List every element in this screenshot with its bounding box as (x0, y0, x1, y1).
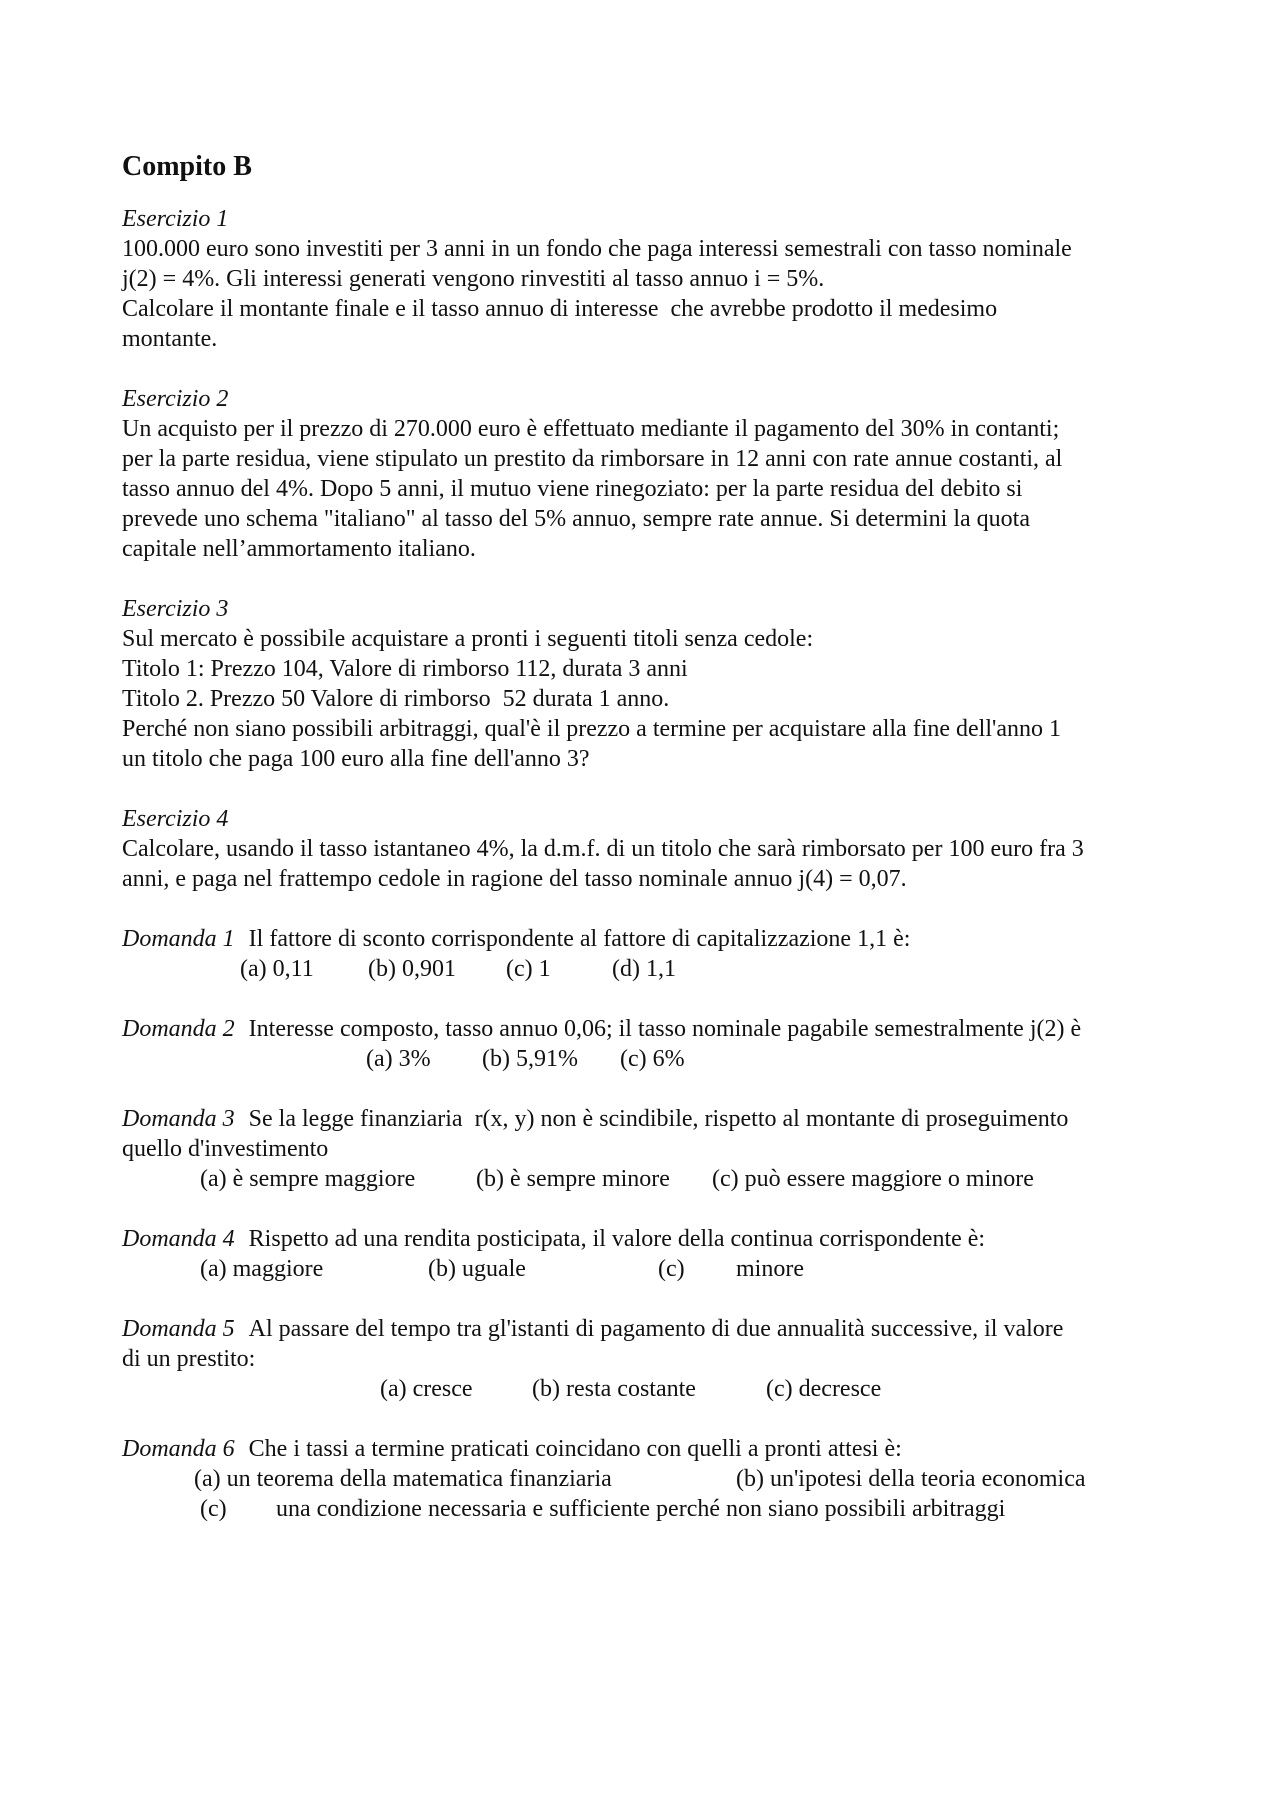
option-b: (b) è sempre minore (476, 1165, 670, 1192)
exercise-text-line: un titolo che paga 100 euro alla fine dell'anno 3? (122, 745, 590, 772)
exercise-text-line: Sul mercato è possibile acquistare a pronti i seguenti titoli senza cedole: (122, 625, 814, 652)
option-a: (a) maggiore (200, 1255, 324, 1282)
question-head (122, 1224, 1172, 1254)
exercise-1 (122, 204, 1172, 354)
exercise-label: Esercizio 2 (122, 385, 229, 412)
document-page (122, 150, 1172, 1554)
exercise-text-line: montante. (122, 325, 218, 352)
option-c: (c) 6% (620, 1045, 685, 1072)
question-text: Se la legge finanziaria r(x, y) non è scindibile, rispetto al montante di proseguimento (248, 1105, 1069, 1132)
exercise-label: Esercizio 4 (122, 805, 229, 832)
exercise-4 (122, 804, 1172, 894)
exercise-text-line: 100.000 euro sono investiti per 3 anni in un fondo che paga interessi semestrali con tasso nominale (122, 235, 1072, 262)
question-options (122, 1044, 1172, 1074)
question-2 (122, 1014, 1172, 1074)
question-text: Il fattore di sconto corrispondente al fattore di capitalizzazione 1,1 è: (248, 925, 911, 952)
exercise-text-line: per la parte residua, viene stipulato un prestito da rimborsare in 12 anni con rate annue costanti, al (122, 445, 1063, 472)
question-5 (122, 1314, 1172, 1404)
exercise-text-line: tasso annuo del 4%. Dopo 5 anni, il mutuo viene rinegoziato: per la parte residua del debito si (122, 475, 1023, 502)
question-text-continued: quello d'investimento (122, 1135, 329, 1162)
option-c: (c) 1 (506, 955, 551, 982)
option-a: (a) 0,11 (240, 955, 314, 982)
option-b: (b) uguale (428, 1255, 526, 1282)
option-d: (d) 1,1 (612, 955, 676, 982)
question-head (122, 1104, 1172, 1134)
exercise-text-line: Perché non siano possibili arbitraggi, qual'è il prezzo a termine per acquistare alla fine dell'anno 1 (122, 715, 1061, 742)
question-options (122, 954, 1172, 984)
exercise-2 (122, 384, 1172, 564)
question-text: Rispetto ad una rendita posticipata, il valore della continua corrispondente è: (248, 1225, 986, 1252)
option-b: (b) resta costante (532, 1375, 696, 1402)
question-head (122, 1014, 1172, 1044)
exercise-text-line: prevede uno schema "italiano" al tasso del 5% annuo, sempre rate annue. Si determini la quota (122, 505, 1030, 532)
question-head (122, 1314, 1172, 1344)
exercise-label: Esercizio 1 (122, 205, 229, 232)
question-text: Interesse composto, tasso annuo 0,06; il tasso nominale pagabile semestralmente j(2) è (248, 1015, 1082, 1042)
question-label: Domanda 2 (122, 1015, 235, 1042)
exercise-text-line: Calcolare, usando il tasso istantaneo 4%, la d.m.f. di un titolo che sarà rimborsato per 100 euro fra 3 (122, 835, 1084, 862)
question-4 (122, 1224, 1172, 1284)
exercise-3 (122, 594, 1172, 774)
option-c: (c) può essere maggiore o minore (712, 1165, 1034, 1192)
option-a: (a) è sempre maggiore (200, 1165, 416, 1192)
question-options (122, 1464, 1172, 1494)
option-b: (b) un'ipotesi della teoria economica (736, 1465, 1086, 1492)
option-c-text: minore (736, 1255, 804, 1282)
option-c: (c) decresce (766, 1375, 882, 1402)
exercise-label: Esercizio 3 (122, 595, 229, 622)
exercise-text-line: anni, e paga nel frattempo cedole in ragione del tasso nominale annuo j(4) = 0,07. (122, 865, 907, 892)
question-1 (122, 924, 1172, 984)
option-b: (b) 0,901 (368, 955, 456, 982)
question-text: Al passare del tempo tra gl'istanti di pagamento di due annualità successive, il valore (248, 1315, 1064, 1342)
exercise-text-line: capitale nell’ammortamento italiano. (122, 535, 476, 562)
question-text: Che i tassi a termine praticati coincidano con quelli a pronti attesi è: (248, 1435, 902, 1462)
question-label: Domanda 6 (122, 1435, 235, 1462)
page-title: Compito B (122, 151, 252, 182)
question-options (122, 1374, 1172, 1404)
option-a: (a) 3% (366, 1045, 431, 1072)
question-text-continued: di un prestito: (122, 1345, 256, 1372)
question-options (122, 1254, 1172, 1284)
exercise-text-line: j(2) = 4%. Gli interessi generati vengono rinvestiti al tasso annuo i = 5%. (122, 265, 825, 292)
question-options (122, 1164, 1172, 1194)
option-c: (c) (200, 1495, 227, 1522)
question-head (122, 924, 1172, 954)
question-label: Domanda 1 (122, 925, 235, 952)
question-options-2 (122, 1494, 1172, 1524)
option-c: (c) (658, 1255, 685, 1282)
option-a: (a) un teorema della matematica finanziaria (194, 1465, 612, 1492)
option-b: (b) 5,91% (482, 1045, 578, 1072)
exercise-text-line: Un acquisto per il prezzo di 270.000 euro è effettuato mediante il pagamento del 30% in contanti; (122, 415, 1060, 442)
question-head (122, 1434, 1172, 1464)
question-label: Domanda 3 (122, 1105, 235, 1132)
exercise-text-line: Titolo 2. Prezzo 50 Valore di rimborso 52 durata 1 anno. (122, 685, 670, 712)
exercise-text-line: Calcolare il montante finale e il tasso annuo di interesse che avrebbe prodotto il medesimo (122, 295, 998, 322)
question-label: Domanda 5 (122, 1315, 235, 1342)
question-label: Domanda 4 (122, 1225, 235, 1252)
option-c-text: una condizione necessaria e sufficiente perché non siano possibili arbitraggi (276, 1495, 1006, 1522)
option-a: (a) cresce (380, 1375, 473, 1402)
exercise-text-line: Titolo 1: Prezzo 104, Valore di rimborso 112, durata 3 anni (122, 655, 688, 682)
question-3 (122, 1104, 1172, 1194)
question-6 (122, 1434, 1172, 1524)
